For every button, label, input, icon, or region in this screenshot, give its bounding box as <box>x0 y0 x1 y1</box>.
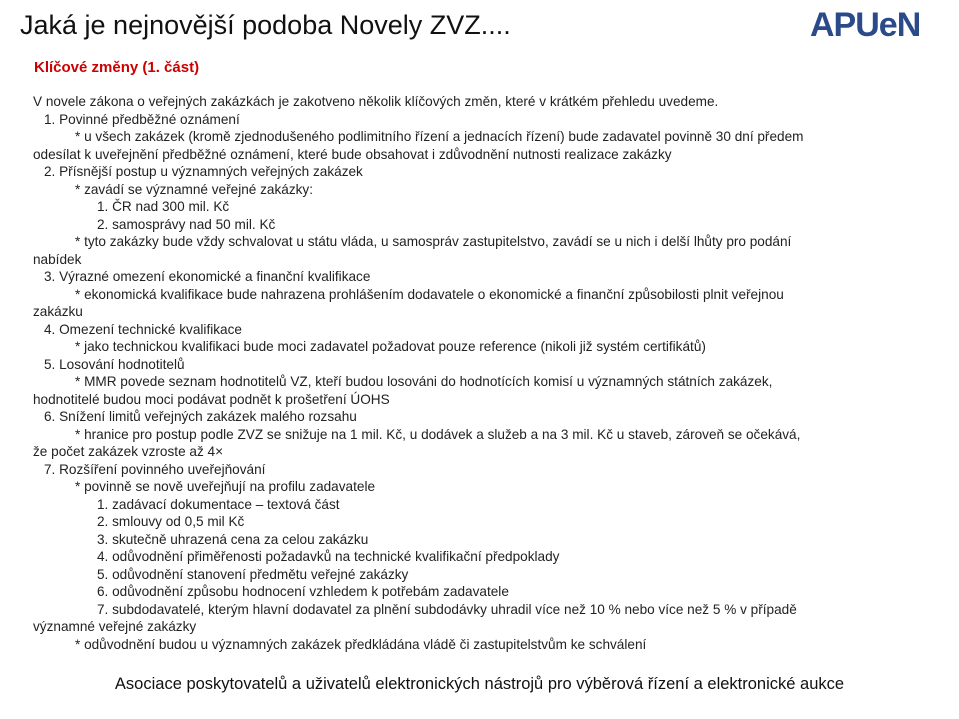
content-body <box>33 93 918 653</box>
heading-6: 6. Snížení limitů veřejných zakázek malého rozsahu <box>44 409 357 424</box>
bullet-continuation: odesílat k uveřejnění předběžné oznámení, které bude obsahovat i zdůvodnění nutnosti realizace zakázky <box>33 146 672 162</box>
sub-item: 2. smlouvy od 0,5 mil Kč <box>97 514 245 529</box>
heading-1: 1. Povinné předběžné oznámení <box>44 111 240 127</box>
sub-item: 4. odůvodnění přiměřenosti požadavků na technické kvalifikační předpoklady <box>97 549 560 564</box>
heading-4: 4. Omezení technické kvalifikace <box>44 321 242 337</box>
sub-item: 5. odůvodnění stanovení předmětu veřejné zakázky <box>97 566 409 582</box>
bullet-continuation: zakázku <box>33 304 83 319</box>
heading-7: 7. Rozšíření povinného uveřejňování <box>44 461 266 477</box>
bullet-line: * odůvodnění budou u významných zakázek předkládána vládě či zastupitelstvům ke schválení <box>75 636 647 652</box>
footer-text: Asociace poskytovatelů a uživatelů elektronických nástrojů pro výběrová řízení a elektronické aukce <box>114 675 845 693</box>
bullet-line: * jako technickou kvalifikaci bude moci zadavatel požadovat pouze reference (nikoli již systém certifikátů) <box>75 339 706 354</box>
heading-3: 3. Výrazné omezení ekonomické a finanční kvalifikace <box>44 269 371 284</box>
sub-item: 1. zadávací dokumentace – textová část <box>97 496 340 512</box>
bullet-line: * hranice pro postup podle ZVZ se snižuje na 1 mil. Kč, u dodávek a služeb a na 3 mil. Kč u staveb, zároveň se očekává, <box>75 426 801 442</box>
section-subtitle: Klíčové změny (1. část) <box>34 59 200 76</box>
intro-paragraph: V novele zákona o veřejných zakázkách je zakotveno několik klíčových změn, které v krátkém přehledu uvedeme. <box>33 94 719 109</box>
bullet-continuation: že počet zakázek vzroste až 4× <box>33 444 224 459</box>
sub-item-continuation: významné veřejné zakázky <box>33 619 197 634</box>
apuen-logo <box>810 6 953 46</box>
bullet-line: * tyto zakázky bude vždy schvalovat u státu vláda, u samospráv zastupitelstvo, zavádí se u nich i delší lhůty pro podání <box>75 234 792 249</box>
bullet-continuation: nabídek <box>33 251 82 267</box>
bullet-line: * MMR povede seznam hodnotitelů VZ, kteří budou losováni do hodnotících komisí u významných státních zakázek, <box>75 374 773 389</box>
bullet-line: * povinně se nově uveřejňují na profilu zadavatele <box>75 479 376 494</box>
sub-item: 6. odůvodnění způsobu hodnocení vzhledem k potřebám zadavatele <box>97 584 509 599</box>
sub-item: 7. subdodavatelé, kterým hlavní dodavatel za plnění subdodávky uhradil více než 10 % nebo více než 5 % v případě <box>97 601 797 617</box>
bullet-continuation: hodnotitelé budou moci podávat podnět k prošetření ÚOHS <box>33 391 390 407</box>
heading-5: 5. Losování hodnotitelů <box>44 356 185 372</box>
sub-item: 3. skutečně uhrazená cena za celou zakázku <box>97 531 369 547</box>
logo-text: APUeN <box>810 6 921 44</box>
bullet-line: * u všech zakázek (kromě zjednodušeného podlimitního řízení a jednacích řízení) bude zadavatel povinně 30 dní předem <box>75 129 804 144</box>
bullet-line: * zavádí se významné veřejné zakázky: <box>75 181 314 197</box>
heading-2: 2. Přísnější postup u významných veřejných zakázek <box>44 164 363 179</box>
bullet-line: * ekonomická kvalifikace bude nahrazena prohlášením dodavatele o ekonomické a finanční způsobilosti plnit veřejnou <box>75 286 784 302</box>
sub-item: 2. samosprávy nad 50 mil. Kč <box>97 216 276 232</box>
sub-item: 1. ČR nad 300 mil. Kč <box>97 199 230 214</box>
page-title: Jaká je nejnovější podoba Novely ZVZ.... <box>20 10 511 40</box>
